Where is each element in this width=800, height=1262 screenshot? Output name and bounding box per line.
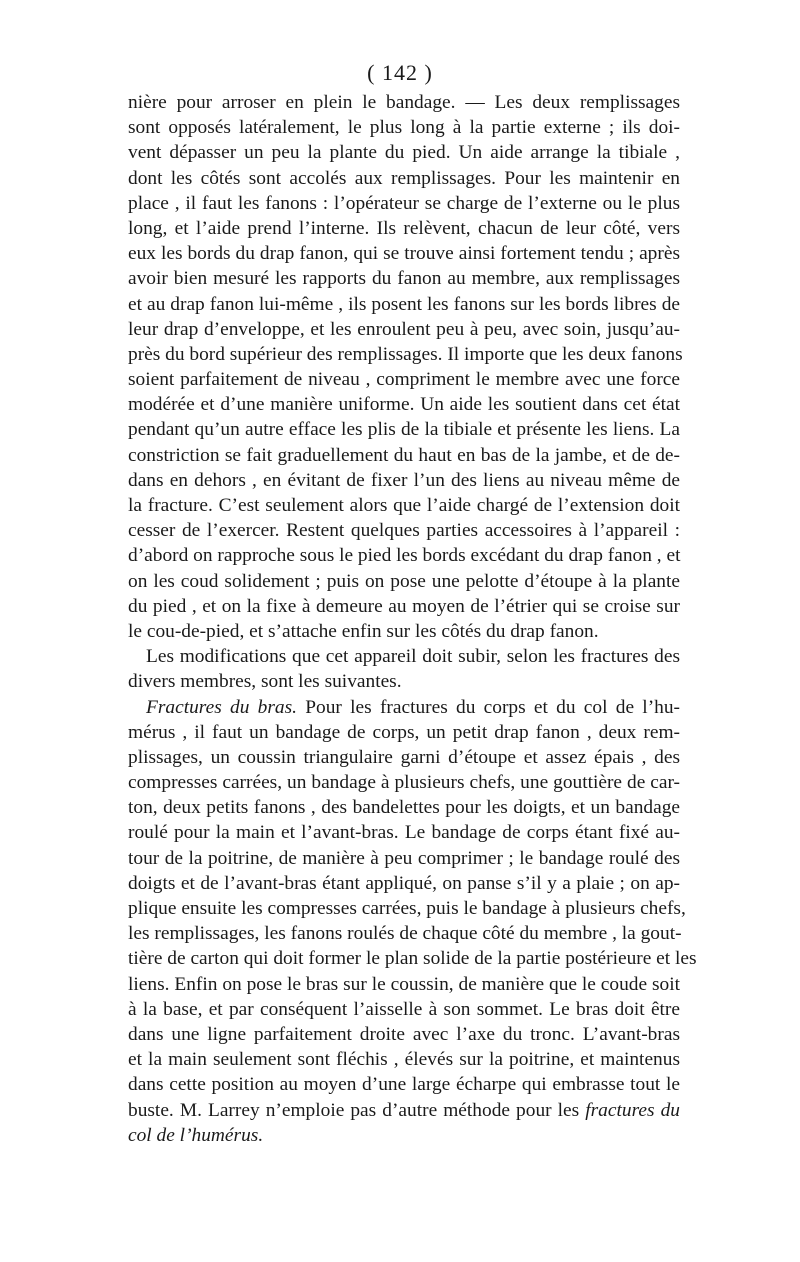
page-number: ( 142 ) xyxy=(367,60,433,85)
text-line: divers membres, sont les suivantes. xyxy=(128,671,402,693)
text-line: les remplissages, les fanons roulés de chaque côté du membre , la gout- xyxy=(128,923,682,945)
text-line: mérus , il faut un bandage de corps, un petit drap fanon , deux rem- xyxy=(128,721,680,743)
text-line: la fracture. C’est seulement alors que l’aide chargé de l’extension doit xyxy=(128,495,680,516)
text-line: doigts et de l’avant-bras étant appliqué, on panse s’il y a plaie ; on ap- xyxy=(128,872,680,894)
text-line: place , il faut les fanons : l’opérateur se charge de l’externe ou le plus xyxy=(128,192,680,214)
text-line: vent dépasser un peu la plante du pied. Un aide arrange la tibiale , xyxy=(128,142,680,164)
text-line: constriction se fait graduellement du haut en bas de la jambe, et de de- xyxy=(128,444,680,466)
text-line: col de l’humérus. xyxy=(128,1124,264,1146)
text-line: nière pour arroser en plein le bandage. — Les deux remplissages xyxy=(128,92,680,113)
text-line: roulé pour la main et l’avant-bras. Le bandage de corps étant fixé au- xyxy=(128,822,680,844)
closing-line xyxy=(128,1098,680,1123)
text-line: tour de la poitrine, de manière à peu comprimer ; le bandage roulé des xyxy=(128,847,680,869)
text-line: du pied , et on la fixe à demeure au moyen de l’étrier qui se croise sur xyxy=(128,595,680,617)
text-line: dans cette position au moyen d’une large écharpe qui embrasse tout le xyxy=(128,1074,680,1096)
closing-italic: fractures du xyxy=(585,1099,680,1121)
text-line: modérée et d’une manière uniforme. Un aide les soutient dans cet état xyxy=(128,394,680,416)
text-line: à la base, et par conséquent l’aisselle à son sommet. Le bras doit être xyxy=(128,998,680,1020)
text-line: sont opposés latéralement, le plus long à la partie externe ; ils doi- xyxy=(128,117,680,139)
text-line: d’abord on rapproche sous le pied les bords excédant du drap fanon , et xyxy=(128,545,681,567)
text-line: le cou-de-pied, et s’attache enfin sur les côtés du drap fanon. xyxy=(128,620,599,642)
text-line: dans une ligne parfaitement droite avec l’axe du tronc. L’avant-bras xyxy=(128,1023,680,1045)
text-line: dans en dehors , en évitant de fixer l’un des liens au niveau même de xyxy=(128,469,680,491)
text-line: cesser de l’exercer. Restent quelques parties accessoires à l’appareil : xyxy=(128,520,680,542)
text-line: eux les bords du drap fanon, qui se trouve ainsi fortement tendu ; après xyxy=(128,243,680,265)
text-line: dont les côtés sont accolés aux remplissages. Pour les maintenir en xyxy=(128,167,680,189)
closing-text: buste. M. Larrey n’emploie pas d’autre méthode pour les xyxy=(128,1099,586,1121)
text-line: compresses carrées, un bandage à plusieurs chefs, une gouttière de car- xyxy=(128,772,680,794)
text-line: tière de carton qui doit former le plan solide de la partie postérieure et les xyxy=(128,948,697,970)
section-heading-continuation: Pour les fractures du corps et du col de l’hu- xyxy=(297,696,681,718)
text-line: on les coud solidement ; puis on pose une pelotte d’étoupe à la plante xyxy=(128,570,680,592)
text-line: soient parfaitement de niveau , compriment le membre avec une force xyxy=(128,369,680,391)
section-heading: Fractures du bras. xyxy=(146,696,297,718)
text-line: leur drap d’enveloppe, et les enroulent peu à peu, avec soin, jusqu’au- xyxy=(128,318,680,340)
text-line: et la main seulement sont fléchis , élevés sur la poitrine, et maintenus xyxy=(128,1049,680,1071)
section-heading-line xyxy=(128,695,680,720)
text-line: liens. Enfin on pose le bras sur le coussin, de manière que le coude soit xyxy=(128,973,680,995)
text-line: long, et l’aide prend l’interne. Ils relèvent, chacun de leur côté, vers xyxy=(128,217,680,239)
text-line: et au drap fanon lui-même , ils posent les fanons sur les bords libres de xyxy=(128,293,680,315)
text-line: plique ensuite les compresses carrées, puis le bandage à plusieurs chefs, xyxy=(128,898,686,919)
text-line: Les modifications que cet appareil doit subir, selon les fractures des xyxy=(146,646,680,668)
text-line: ton, deux petits fanons , des bandelettes pour les doigts, et un bandage xyxy=(128,797,680,819)
text-line: près du bord supérieur des remplissages. Il importe que les deux fanons xyxy=(128,343,683,365)
body-text xyxy=(128,90,697,1148)
text-line: plissages, un coussin triangulaire garni d’étoupe et assez épais , des xyxy=(128,746,680,768)
text-line: avoir bien mesuré les rapports du fanon au membre, aux remplissages xyxy=(128,268,680,290)
text-line: pendant qu’un autre efface les plis de la tibiale et présente les liens. La xyxy=(128,419,680,441)
